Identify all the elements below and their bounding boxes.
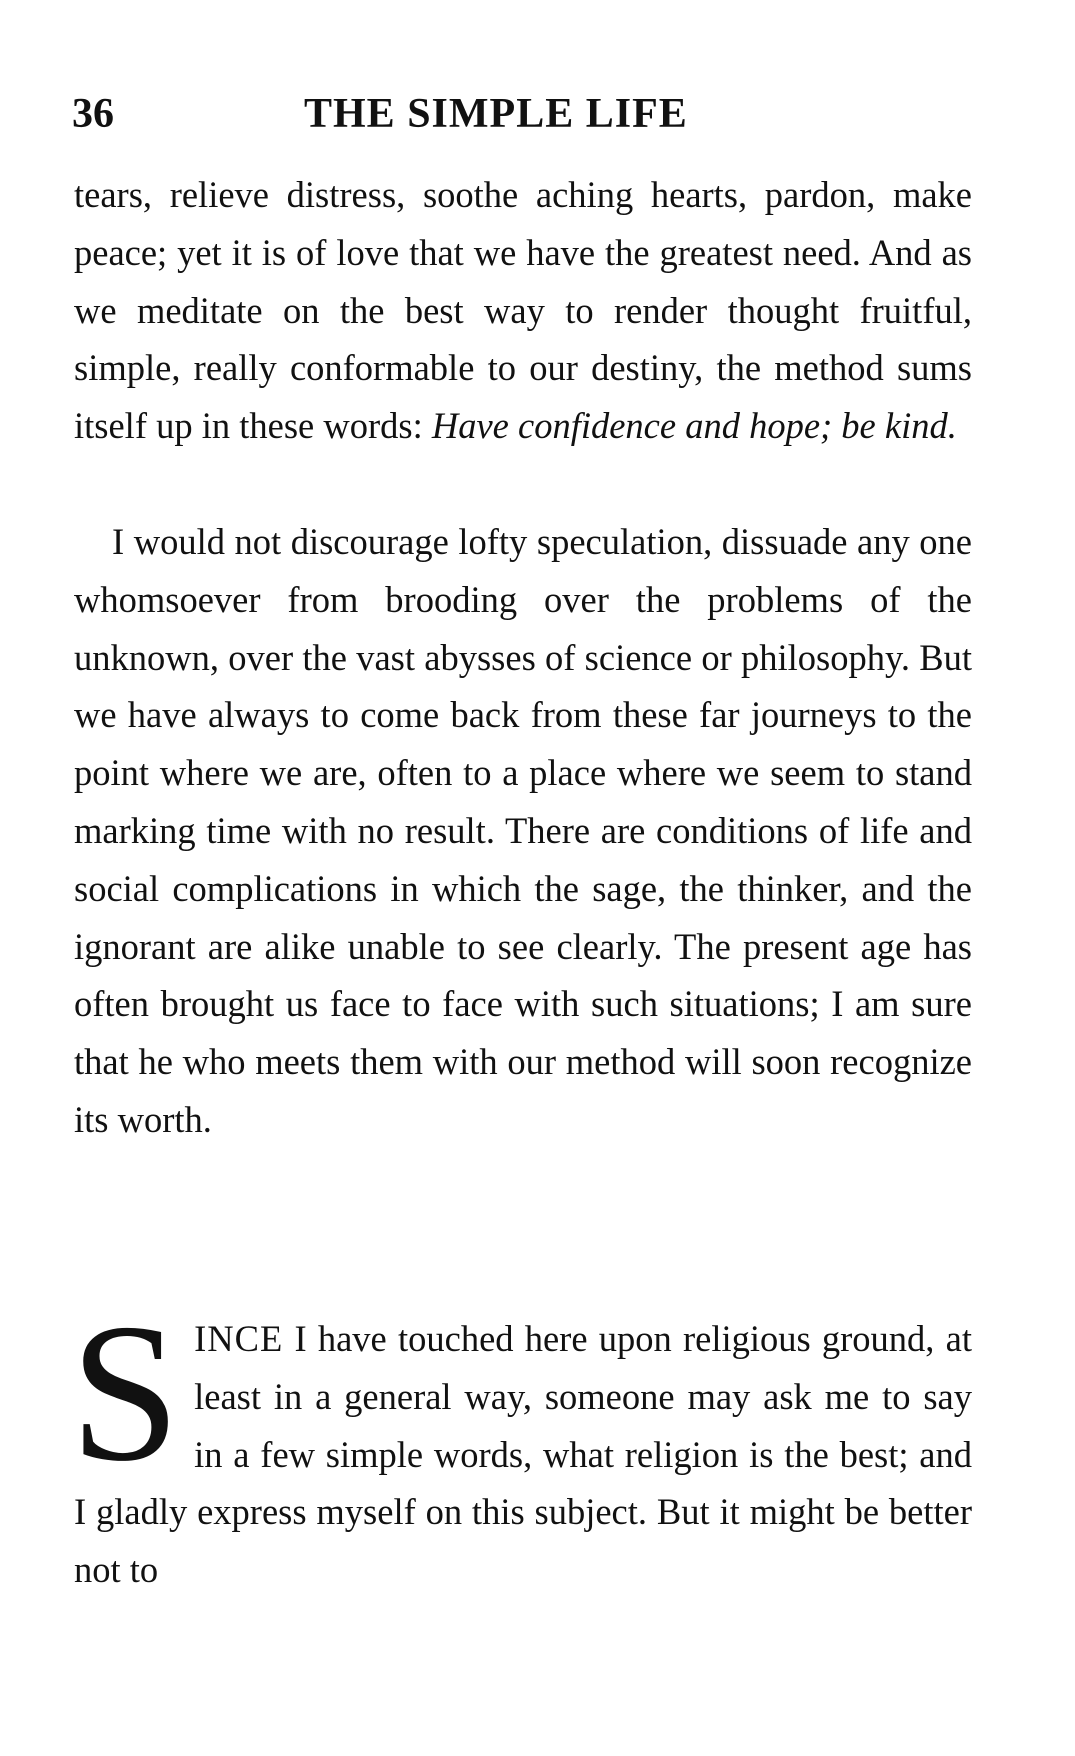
running-title: THE SIMPLE LIFE <box>304 91 688 137</box>
paragraph-1-italic: Have confidence and hope; be kind. <box>431 405 957 447</box>
paragraph-1 <box>74 166 972 455</box>
paragraph-2: I would not discourage lofty speculation, dissuade any one whomsoever from brooding over the problems of the unknown, over the vast abysses of science or philosophy. But we have always to come back from these far journeys to the point where we are, often to a place where we seem to stand marking time with no result. There are conditions of life and social complications in which the sage, the thinker, and the ignorant are alike unable to see clearly. The present age has often brought us face to face with such situations; I am sure that he who meets them with our method will soon recognize its worth. <box>74 521 972 1140</box>
section-text: I have touched here upon religious ground, at least in a general way, someone may ask me to say in a few simple words, what religion is the best; and I gladly express myself on this subject. But it might be better not to <box>74 1318 972 1591</box>
section-paragraph <box>70 1283 972 1599</box>
drop-cap: S <box>70 1283 181 1502</box>
paragraph-1-text: tears, relieve distress, soothe aching hearts, pardon, make peace; yet it is of love that we have the greatest need. And as we meditate on the best way to render thought fruitful, simple, really conformable to our destiny, the method sums itself up in these words: <box>74 174 972 447</box>
section-lead-word: INCE <box>194 1318 284 1359</box>
page-header <box>72 84 972 144</box>
page-number: 36 <box>72 91 114 137</box>
